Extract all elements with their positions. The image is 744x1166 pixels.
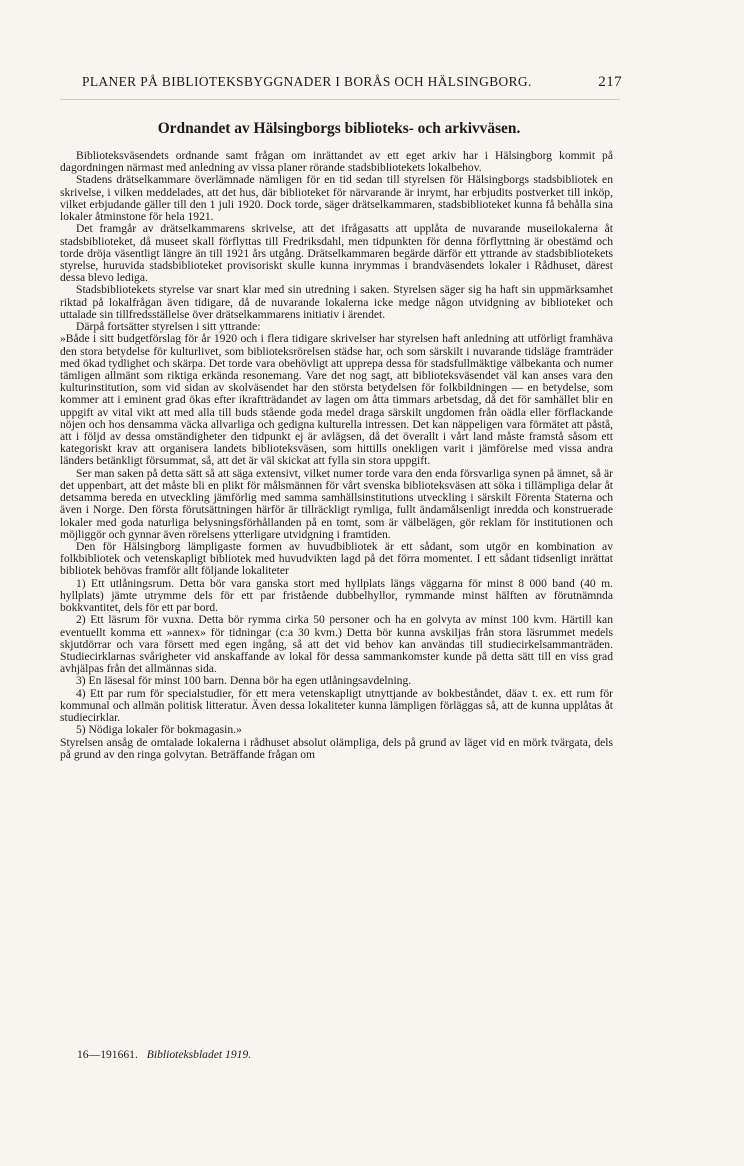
- paragraph: Stadens drätselkammare överlämnade nämligen för en tid sedan till styrelsen för Hälsingborgs stadsbibliotek en skrivelse, i vilken meddelades, att det hus, där biblioteket för närvarande är inrymt, har erbjudits postverket till inköp, vilket erbjudande gäller till den 1 juli 1920. Dock torde, säger drätselkammaren, stadsbiblioteket kunna få behålla sina lokaler åtminstone för hela 1921.: [60, 173, 613, 224]
- publication-name: Biblioteksbladet 1919.: [146, 1048, 252, 1061]
- footer: [77, 1048, 251, 1061]
- paragraph: Ser man saken på detta sätt så att säga extensivt, vilket numer torde vara den enda försvarliga synen på ämnet, så är det uppenbart, att det måste bli en plikt för målsmännen för vårt svenska biblioteksväsen att söka i tillämpliga delar åt detsamma bereda en utveckling jämförlig med samma samhällsinstitutions utveckling i särskilt Förenta Staterna och även i Norge. Den första förutsättningen härför är tillräckligt rymliga, fullt ändamålsenligt inredda och konstruerade lokaler med goda naturliga belysningsförhållanden på en tomt, som är välbelägen, gör reklam för institutionen och möjliggör och gynnar även rörelsens ytterligare utvidgning i framtiden.: [60, 466, 613, 541]
- list-item: 4) Ett par rum för specialstudier, för ett mera vetenskapligt utnyttjande av bokbeståndet, däav t. ex. ett rum för kommunal och allmän politisk litteratur. Även dessa lokaliteter kunna lämpligen förläggas så, att de kunna upplåtas åt studiecirklar.: [60, 686, 613, 725]
- page-number: 217: [598, 74, 622, 90]
- article-title: Ordnandet av Hälsingborgs biblioteks- och arkivväsen.: [157, 120, 521, 137]
- list-item: 5) Nödiga lokaler för bokmagasin.»: [76, 723, 242, 737]
- paragraph: Därpå fortsätter styrelsen i sitt yttrande:: [76, 320, 261, 334]
- paragraph: »Både i sitt budgetförslag för år 1920 och i flera tidigare skrivelser har styrelsen haft anledning att utförligt framhäva den stora betydelse för kulturlivet, som biblioteksrörelsen städse har, och som särskilt i nuvarande tidsläge framträder med ökad tydlighet och skärpa. Det torde vara obehövligt att upprepa dessa för stadsfullmäktige välbekanta och numer tämligen allmänt som riktiga erkända resonemang. Vare det nog sagt, att biblioteksväsendet väl kan anses vara den kulturinstitution, som vid sidan av skolväsendet har den största betydelsen för folkbildningen — en betydelse, som kommer att i eminent grad ökas efter ikraftträdandet av lagen om åtta timmars arbetsdag, då det för samhället blir en uppgift av vital vikt att med alla till buds stående goda medel draga särskilt ungdomen från oädla eller förflackande nöjen och hos densamma väcka allvarliga och gedigna kulturella intressen. Det kan näppeligen vara förmätet att påstå, att i följd av dessa omständigheter den tidpunkt ej är avlägsen, då det överallt i vårt land måste framstå såsom ett kategoriskt krav att organisera landets biblioteksväsen, som hittills onekligen varit i jämförelse med vissa andra länders betänkligt försummat, så, att det är väl skickat att fylla sin stora uppgift.: [60, 332, 613, 468]
- header-rule: [60, 99, 620, 100]
- list-item: 2) Ett läsrum för vuxna. Detta bör rymma cirka 50 personer och ha en golvyta av minst 100 kvm. Härtill kan eventuellt komma ett »annex» för tidningar (c:a 30 kvm.) Detta bör kunna avskiljas från stora läsrummet medels skjutdörrar och vara försett med egen ingång, så att det vid behov kan användas till studiecirkelsammanträden. Studiecirklarnas svårigheter vid anskaffande av lokal för dessa sammankomster kunde på detta sätt till en viss grad avhjälpas från det allmännas sida.: [60, 613, 613, 676]
- list-item: 3) En läsesal för minst 100 barn. Denna bör ha egen utlåningsavdelning.: [76, 674, 412, 688]
- running-head: [82, 74, 622, 90]
- paragraph: Styrelsen ansåg de omtalade lokalerna i rådhuset absolut olämpliga, dels på grund av läget vid en mörk tvärgata, dels på grund av den ringa golvytan. Beträffande frågan om: [60, 735, 613, 761]
- paragraph: Den för Hälsingborg lämpligaste formen av huvudbibliotek är ett sådant, som utgör en kombination av folkbibliotek och vetenskapligt bibliotek med huvudvikten lagd på det förra momentet. I ett sådant tidsenligt inrättat bibliotek behövas framför allt följande lokaliteter: [60, 540, 613, 578]
- article-body: [60, 150, 613, 761]
- paragraph: Det framgår av drätselkammarens skrivelse, att det ifrågasatts att upplåta de nuvarande museilokalerna åt stadsbiblioteket, då museet skall förflyttas till Fredriksdahl, men tidpunkten för denna förflyttning är obestämd och torde dröja väsentligt längre än till 1921 års utgång. Drätselkammaren begärde därför ett yttrande av stadsbibliotekets styrelse, huruvida stadsbiblioteket provisoriskt skulle kunna inrymmas i brandväsendets lokaler i Rådhuset, därest dessa blevo lediga.: [60, 222, 613, 285]
- signature-mark: 16—191661.: [77, 1048, 138, 1061]
- paragraph: Stadsbibliotekets styrelse var snart klar med sin utredning i saken. Styrelsen säger sig ha haft sin uppmärksamhet riktad på lokalfrågan även tidigare, då de nuvarande lokalerna icke medge någon utvidgning av biblioteket och uttalade sin tillfredsställelse över drätselkammarens initiativ i ärendet.: [60, 283, 613, 321]
- running-title: PLANER PÅ BIBLIOTEKSBYGGNADER I BORÅS OCH HÄLSINGBORG.: [82, 74, 532, 89]
- list-item: 1) Ett utlåningsrum. Detta bör vara ganska stort med hyllplats längs väggarna för minst 8 000 band (40 m. hyllplats) jämte utrymme dels för ett par fristående dubbelhyllor, rymmande minst hälften av förutnämnda bokkvantitet, dels för ett par bord.: [60, 576, 613, 615]
- paragraph: Biblioteksväsendets ordnande samt frågan om inrättandet av ett eget arkiv har i Hälsingborg kommit på dagordningen närmast med anledning av vissa planer rörande stadsbibliotekets lokalbehov.: [60, 149, 613, 175]
